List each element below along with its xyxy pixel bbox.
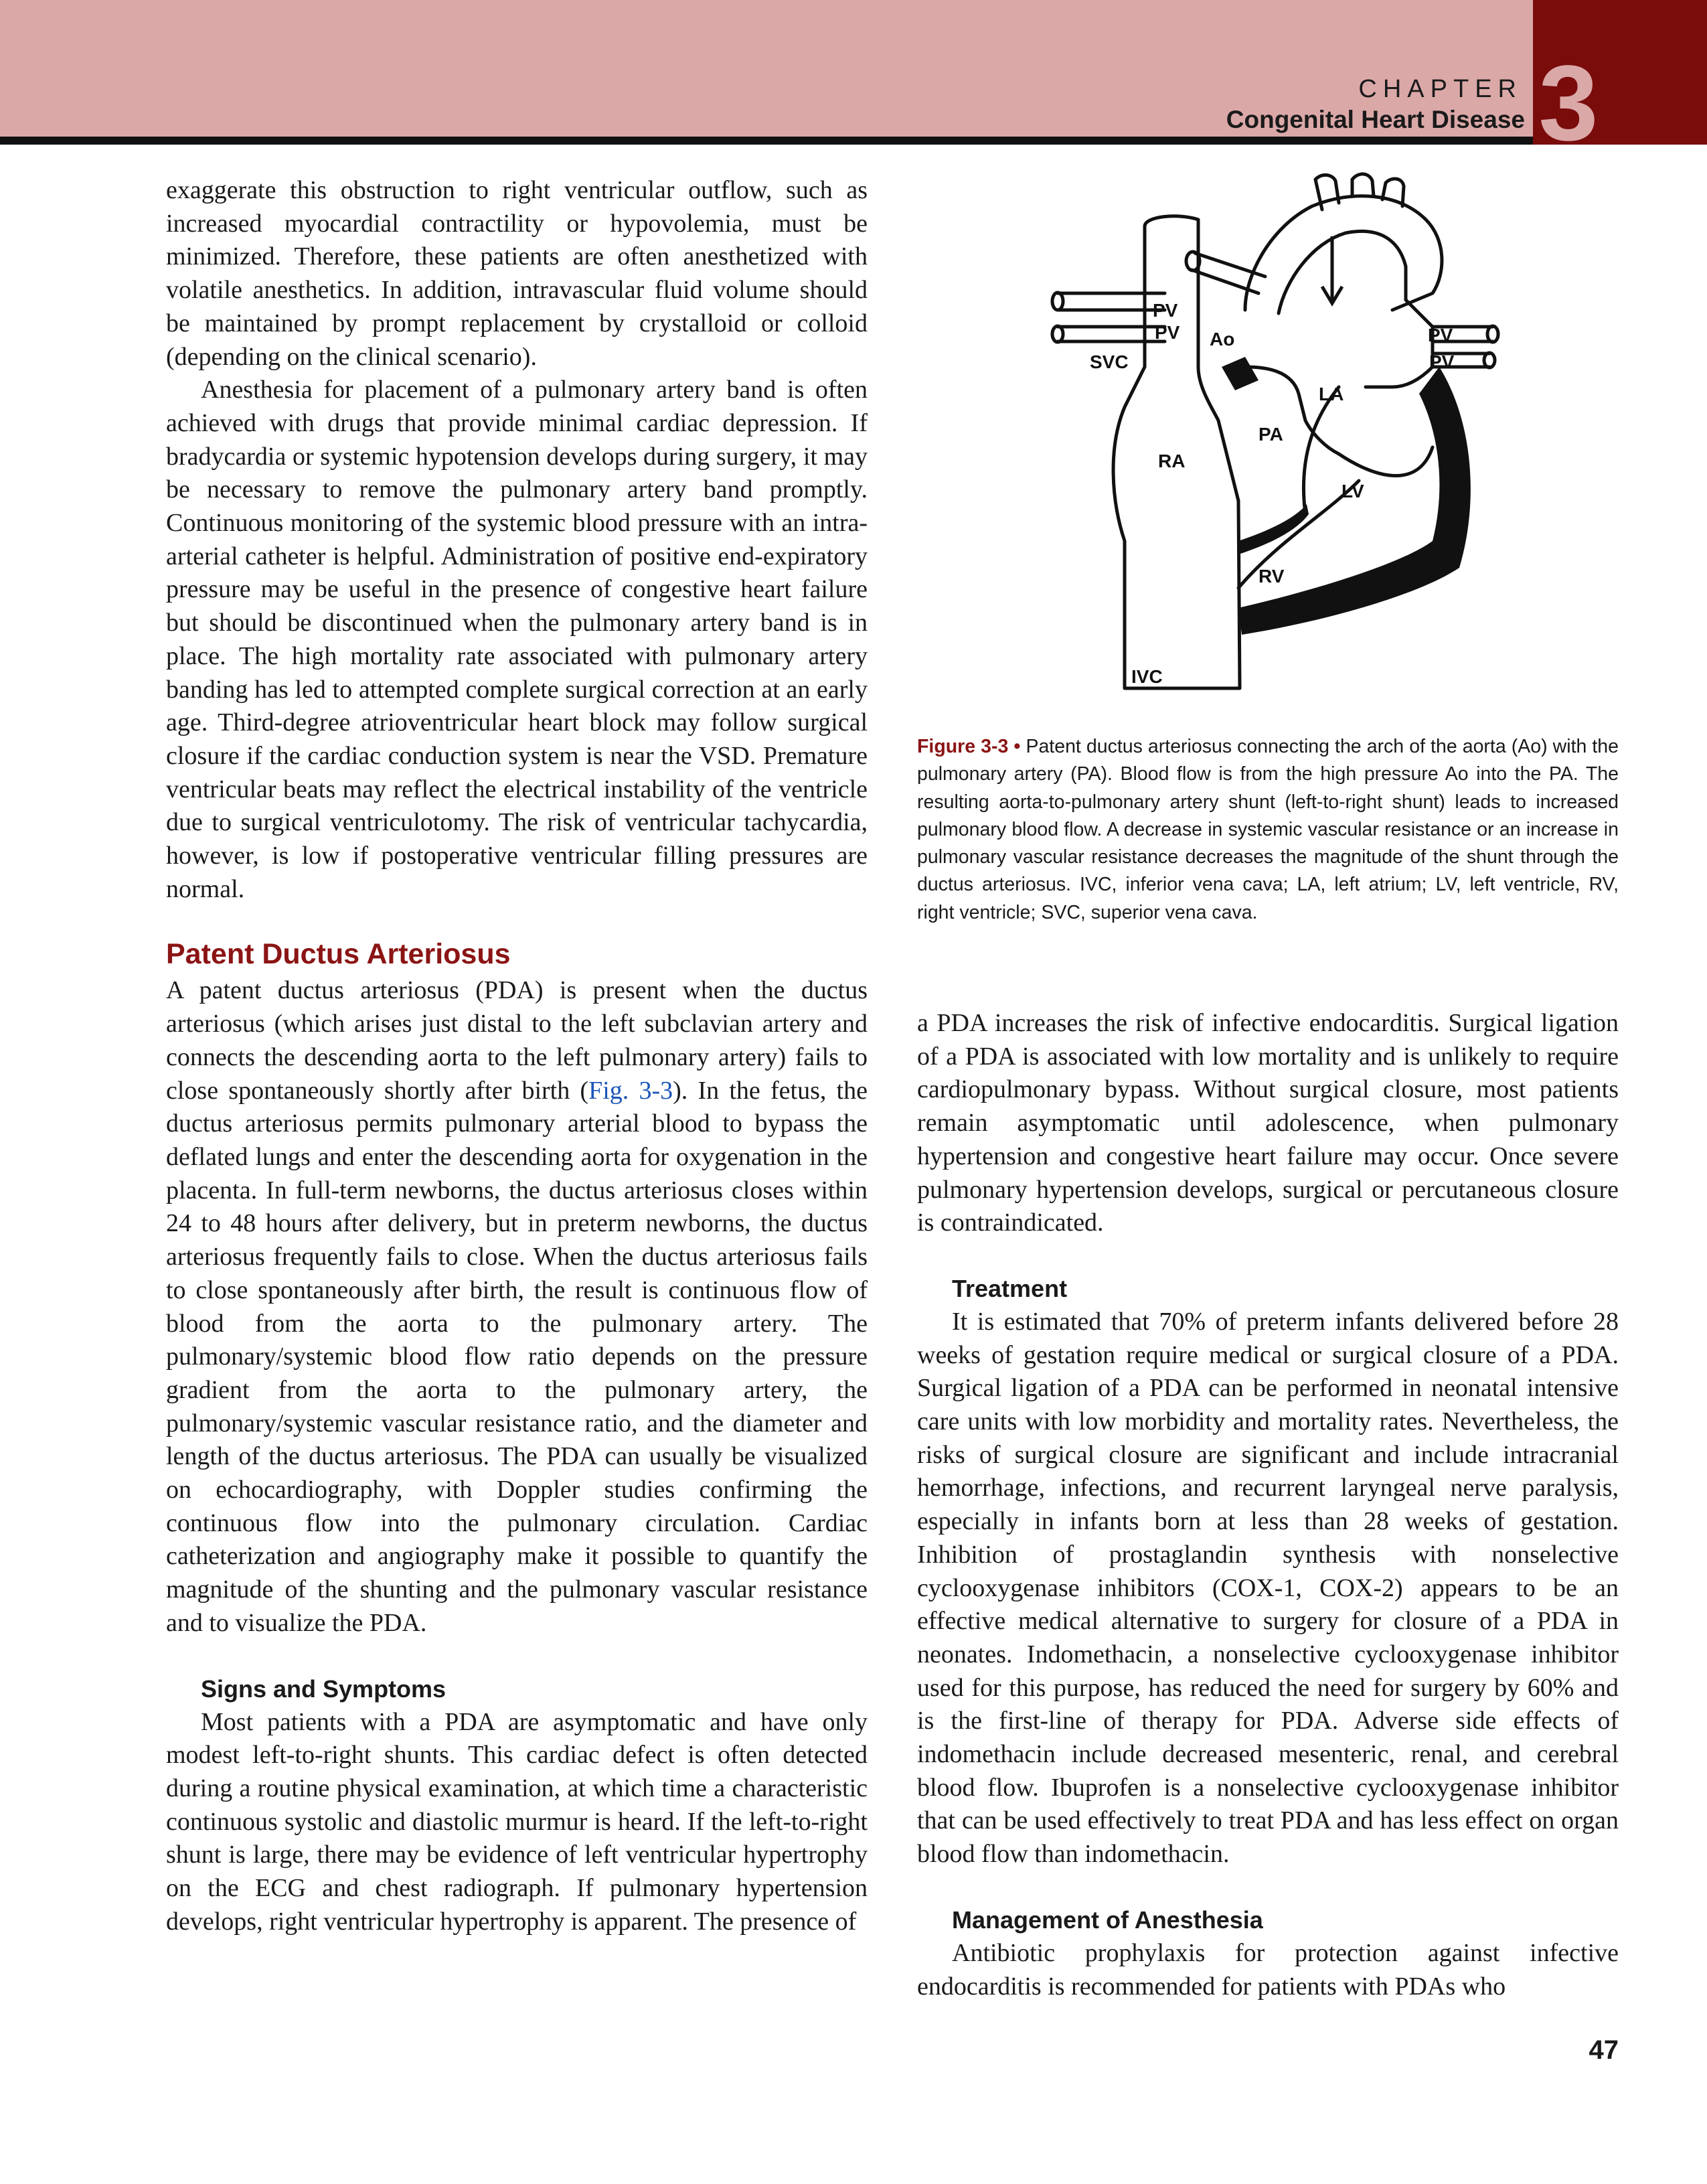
septum-wall	[1238, 504, 1309, 554]
label-ra: RA	[1158, 451, 1186, 471]
left-column	[166, 174, 868, 1938]
right-column	[917, 1007, 1619, 2003]
figure-caption-ref: Figure 3-3 •	[917, 736, 1021, 757]
left-pulmonary-vein	[1058, 327, 1165, 341]
figure-link[interactable]: Fig. 3-3	[588, 1076, 673, 1105]
flow-arrow	[1322, 236, 1342, 303]
label-lv: LV	[1342, 481, 1364, 501]
left-atrium-outline	[1366, 300, 1433, 387]
page-number: 47	[1589, 2035, 1619, 2065]
left-pulmonary-vein	[1058, 293, 1165, 310]
chapter-number: 3	[1538, 43, 1599, 163]
body-paragraph: Most patients with a PDA are asymptomatic and have only modest left-to-right shunts. This cardiac defect is often detected during a routine physical examination, at which time a characteristic continuous systolic and diastolic murmur is heard. If the left-to-right shunt is large, there may be evidence of left ventricular hypertrophy on the ECG and chest radiograph. If pulmonary hypertension develops, right ventricular hypertrophy is apparent. The presence of	[166, 1707, 868, 1936]
subheading-treatment: Treatment	[952, 1274, 1068, 1302]
label-pa: PA	[1258, 424, 1283, 445]
body-paragraph: a PDA increases the risk of infective endocarditis. Surgical ligation of a PDA is associated with low mortality and is unlikely to require cardiopulmonary bypass. Without surgical closure, most patients remain asymptomatic until adolescence, when pulmonary hypertension and congestive heart failure may occur. Once severe pulmonary hypertension develops, surgical or percutaneous closure is contraindicated.	[917, 1009, 1619, 1237]
label-svc: SVC	[1090, 352, 1129, 372]
label-pv: PV	[1155, 322, 1180, 343]
paragraph-text: ). In the fetus, the ductus arteriosus permits pulmonary arterial blood to bypass the deflated lungs and enter the descending aorta for oxygenation in the placenta. In full-term newborns, the ductus arteriosus closes within 24 to 48 hours after delivery, but in preterm newborns, the ductus arteriosus frequently fails to close. When the ductus arteriosus fails to close spontaneously after birth, the result is continuous flow of blood from the aorta to the pulmonary artery. The pulmonary/systemic blood flow ratio depends on the pressure gradient from the aorta to the pulmonary artery, the pulmonary/systemic vascular resistance ratio, and the diameter and length of the ductus arteriosus. The PDA can usually be visualized on echocardiography, with Doppler studies confirming the continuous flow into the pulmonary circulation. Cardiac catheterization and angiography make it possible to quantify the magnitude of the shunting and the pulmonary vascular resistance and to visualize the PDA.	[166, 1076, 868, 1637]
figure-caption	[917, 733, 1619, 927]
section-heading: Patent Ductus Arteriosus	[166, 938, 511, 971]
ductus-arteriosus	[1222, 357, 1258, 390]
aortic-arch-inner	[1279, 231, 1406, 313]
heart-diagram-figure	[1044, 166, 1513, 702]
pulmonary-vessel	[1192, 253, 1265, 293]
header-rule	[0, 137, 1533, 145]
label-pv: PV	[1153, 300, 1178, 321]
body-paragraph: It is estimated that 70% of preterm infants delivered before 28 weeks of gestation require medical or surgical closure of a PDA. Surgical ligation of a PDA can be performed in neonatal intensive care units with low morbidity and mortality rates. Nevertheless, the risks of surgical closure are significant and include intracranial hemorrhage, infections, and recurrent laryngeal nerve paralysis, especially in infants born at less than 28 weeks of gestation. Inhibition of prostaglandin synthesis with nonselective cyclooxygenase inhibitors (COX-1, COX-2) appears to be an effective medical alternative to surgery for closure of a PDA in neonates. Indomethacin, a nonselective cyclooxygenase inhibitor used for this purpose, has reduced the need for surgery by 60% and is the first-line of therapy for PDA. Adverse side effects of indomethacin include decreased mesenteric, renal, and cerebral blood flow. Ibuprofen is a nonselective cyclooxygenase inhibitor that can be used effectively to treat PDA and has less effect on organ blood flow than indomethacin.	[917, 1307, 1619, 1869]
left-ventricle-outline	[1339, 447, 1433, 476]
label-la: LA	[1319, 384, 1344, 404]
right-ventricle-outline	[1238, 481, 1359, 588]
chapter-title: Congenital Heart Disease	[1226, 106, 1525, 133]
body-paragraph: Antibiotic prophylaxis for protection against infective endocarditis is recommended for patients with PDAs who	[917, 1938, 1619, 2001]
paragraph-text: A patent ductus arteriosus (PDA) is present when the ductus arteriosus (which arises just distal to the left subclavian artery and connects the descending aorta to the left pulmonary artery) fails to close spontaneously shortly after birth (	[166, 976, 868, 1105]
subheading-management-of-anesthesia: Management of Anesthesia	[952, 1905, 1263, 1934]
body-paragraph: exaggerate this obstruction to right ventricular outflow, such as increased myocardial contractility or hypovolemia, must be minimized. Therefore, these patients are often anesthetized with volatile anesthetics. In addition, intravascular fluid volume should be maintained by prompt replacement by crystalloid or colloid (depending on the clinical scenario).	[166, 176, 868, 371]
label-pv: PV	[1429, 352, 1455, 372]
chapter-label: CHAPTER	[1358, 75, 1522, 103]
label-rv: RV	[1258, 566, 1285, 587]
label-pv: PV	[1428, 325, 1453, 345]
aortic-branch	[1352, 174, 1374, 196]
label-ivc: IVC	[1131, 666, 1163, 687]
heart-diagram	[1044, 166, 1513, 702]
subheading-signs-and-symptoms: Signs and Symptoms	[201, 1674, 446, 1703]
label-ao: Ao	[1210, 329, 1235, 349]
figure-caption-text: Patent ductus arteriosus connecting the arch of the aorta (Ao) with the pulmonary artery (PA). Blood flow is from the high pressure Ao into the PA. The resulting aorta-to-pulmonary artery shunt (left-to-right shunt) leads to increased pulmonary blood flow. A decrease in systemic vascular resistance or an increase in pulmonary vascular resistance decreases the magnitude of the shunt through the ductus arteriosus. IVC, inferior vena cava; LA, left atrium; LV, left ventricle, RV, right ventricle; SVC, superior vena cava.	[917, 736, 1619, 923]
aortic-arch-outline	[1245, 196, 1442, 310]
body-paragraph	[166, 974, 868, 1640]
body-paragraph: Anesthesia for placement of a pulmonary artery band is often achieved with drugs that provide minimal cardiac depression. If bradycardia or systemic hypotension develops during surgery, it may be necessary to remove the pulmonary artery band promptly. Continuous monitoring of the systemic blood pressure with an intra-arterial catheter is helpful. Administration of positive end-expiratory pressure may be useful in the presence of congestive heart failure but should be discontinued when the pulmonary artery band is in place. The high mortality rate associated with pulmonary artery banding has led to attempted complete surgical correction at an early age. Third-degree atrioventricular heart block may follow surgical closure if the cardiac conduction system is near the VSD. Premature ventricular beats may reflect the electrical instability of the ventricle due to surgical ventriculotomy. The risk of ventricular tachycardia, however, is low if postoperative ventricular filling pressures are normal.	[166, 376, 868, 903]
